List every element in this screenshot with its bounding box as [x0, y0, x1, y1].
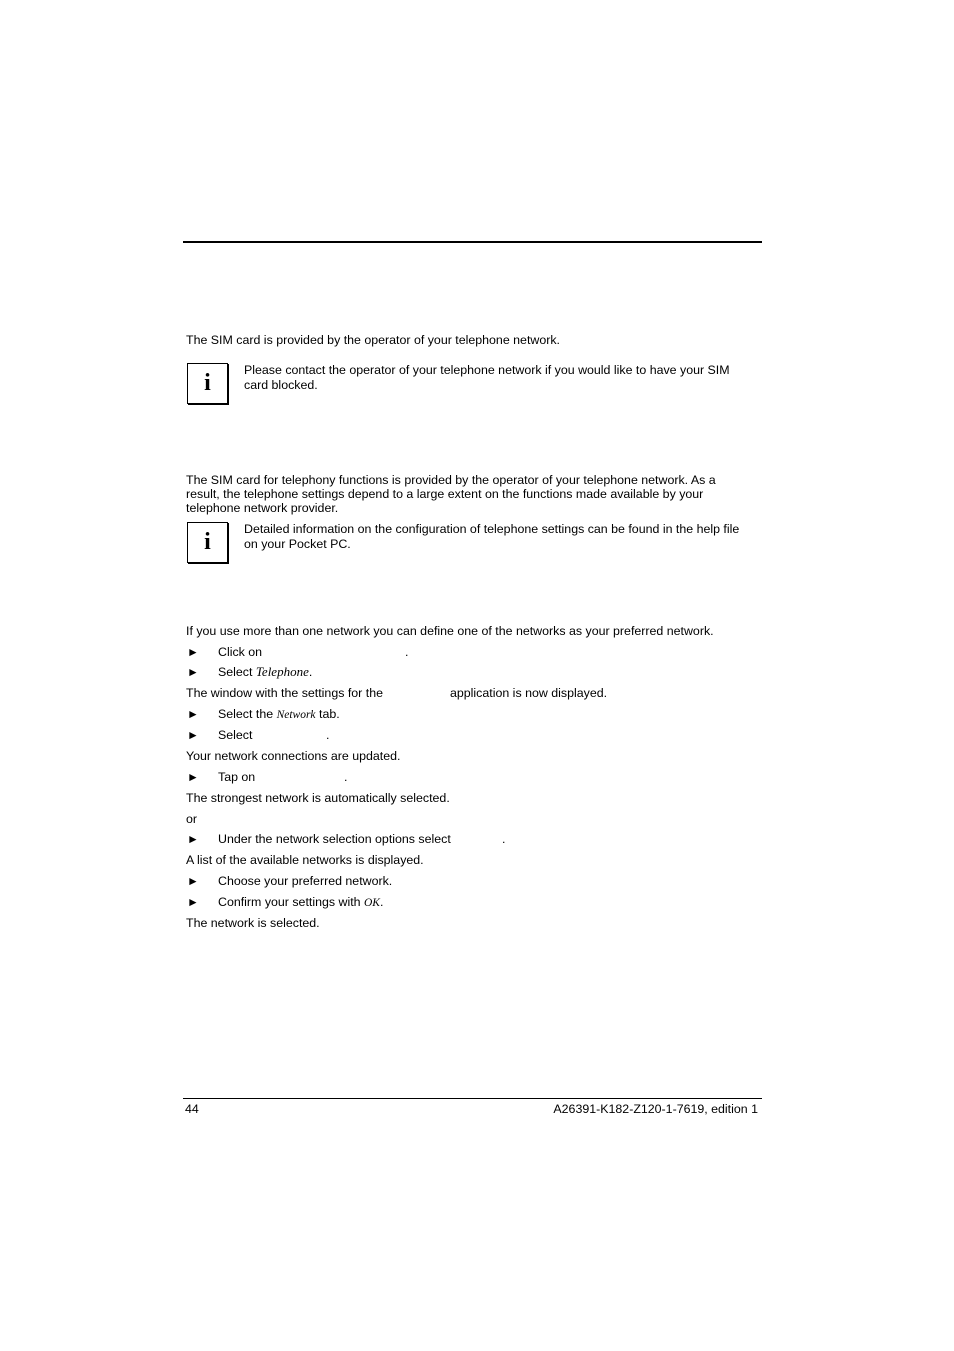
result-text: A list of the available networks is displayed. — [186, 853, 424, 867]
step-punctuation: . — [405, 645, 409, 659]
step-punctuation: . — [344, 770, 348, 784]
bullet-arrow-icon: ► — [187, 665, 199, 679]
telephone-settings-paragraph: result, the telephone settings depend to a large extent on the functions made available by your — [186, 487, 704, 501]
bullet-arrow-icon: ► — [187, 874, 199, 888]
bullet-arrow-icon: ► — [187, 645, 199, 659]
result-text: application is now displayed. — [450, 686, 608, 700]
bullet-arrow-icon: ► — [187, 728, 199, 742]
step-text: Under the network selection options select — [218, 832, 451, 846]
network-intro-paragraph: If you use more than one network you can define one of the networks as your preferred network. — [186, 624, 714, 638]
step-text: Click on — [218, 645, 263, 659]
step-text: Select — [218, 665, 253, 679]
step-item — [218, 895, 383, 910]
page-number: 44 — [185, 1102, 199, 1116]
footer-rule — [183, 1098, 762, 1099]
tab-term: Network — [276, 709, 316, 721]
step-item — [218, 707, 340, 722]
or-text: or — [186, 812, 198, 826]
step-text: Select the — [218, 707, 274, 721]
info-icon: i — [187, 522, 228, 563]
step-item — [218, 665, 312, 679]
step-punctuation: . — [379, 895, 384, 909]
bullet-arrow-icon: ► — [187, 895, 199, 909]
bullet-arrow-icon: ► — [187, 770, 199, 784]
bullet-arrow-icon: ► — [187, 707, 199, 721]
result-text: The network is selected. — [186, 916, 320, 930]
info-icon: i — [187, 363, 228, 404]
step-text: Select — [218, 728, 253, 742]
button-term: OK — [364, 897, 380, 909]
step-punctuation: . — [326, 728, 330, 742]
result-text: The strongest network is automatically selected. — [186, 791, 450, 805]
result-text: Your network connections are updated. — [186, 749, 401, 763]
telephone-settings-paragraph: The SIM card for telephony functions is provided by the operator of your telephone network. As a — [186, 473, 716, 487]
document-id: A26391-K182-Z120-1-7619, edition 1 — [553, 1102, 758, 1116]
step-text: Confirm your settings with — [218, 895, 361, 909]
step-punctuation: . — [308, 665, 313, 679]
info-note-line: card blocked. — [244, 378, 318, 392]
result-text: The window with the settings for the — [186, 686, 383, 700]
info-note-line: Please contact the operator of your telephone network if you would like to have your SIM — [244, 363, 730, 377]
header-rule — [183, 241, 762, 243]
step-text: Choose your preferred network. — [218, 874, 393, 888]
step-text: tab. — [319, 707, 340, 721]
telephone-settings-paragraph: telephone network provider. — [186, 501, 339, 515]
step-punctuation: . — [502, 832, 506, 846]
bullet-arrow-icon: ► — [187, 832, 199, 846]
sim-paragraph: The SIM card is provided by the operator of your telephone network. — [186, 333, 560, 347]
menu-term: Telephone — [255, 664, 309, 679]
step-text: Tap on — [218, 770, 256, 784]
info-note-line: on your Pocket PC. — [244, 537, 351, 551]
info-note-line: Detailed information on the configuration of telephone settings can be found in the help file — [244, 522, 740, 536]
